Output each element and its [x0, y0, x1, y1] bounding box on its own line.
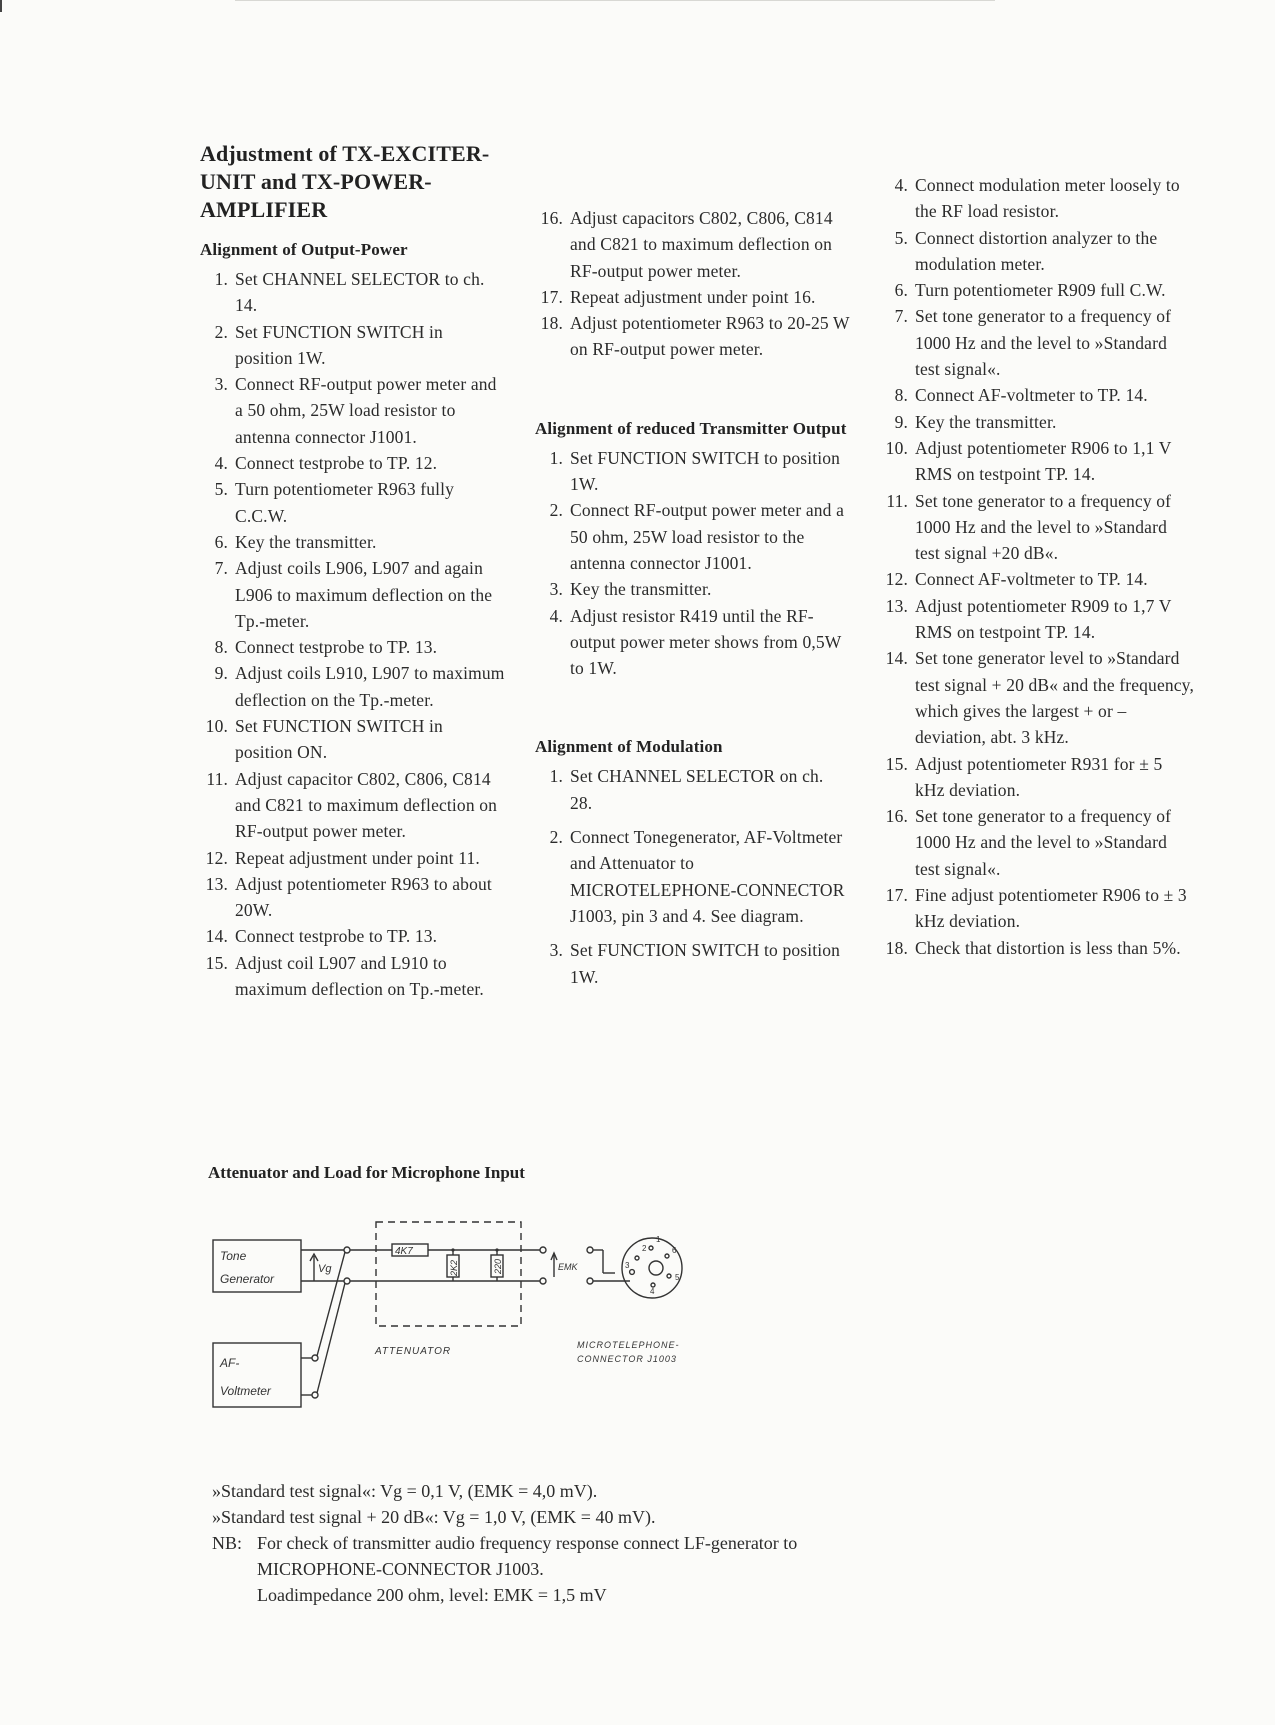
- resistor-220-label: 220: [493, 1258, 503, 1274]
- list-item: 9. Adjust coils L910, L907 to maximum deflection on the Tp.-meter.: [214, 663, 505, 710]
- nb-label: NB:: [212, 1533, 243, 1553]
- reduced-output-steps: [535, 445, 850, 682]
- column-1: [200, 140, 505, 1002]
- list-item: 10. Adjust potentiometer R906 to 1,1 V RMS on testpoint TP. 14.: [885, 437, 1172, 485]
- section-heading-output-power: Alignment of Output-Power: [200, 240, 408, 259]
- list-item: 4. Connect modulation meter loosely to the RF load resistor.: [894, 175, 1180, 222]
- diagram-title: Attenuator and Load for Microphone Input: [208, 1163, 525, 1182]
- list-item: 5. Turn potentiometer R963 fully C.C.W.: [214, 479, 455, 526]
- list-item: 1. Set CHANNEL SELECTOR on ch. 28.: [549, 766, 824, 813]
- list-item: 8. Connect AF-voltmeter to TP. 14.: [894, 385, 1148, 406]
- attenuator-circuit-diagram: [205, 1215, 745, 1415]
- list-item: 14. Connect testprobe to TP. 13.: [205, 926, 438, 947]
- list-item: 1. Set FUNCTION SWITCH to position 1W.: [549, 447, 841, 495]
- pin-label: 4: [650, 1287, 655, 1296]
- list-item: 4. Connect testprobe to TP. 12.: [214, 453, 438, 474]
- pin-label: 6: [672, 1246, 677, 1255]
- list-item: 17. Fine adjust potentiometer R906 to ± 3 kHz deviation.: [885, 885, 1187, 932]
- resistor-4k7-label: 4K7: [395, 1246, 413, 1257]
- pin-label: 5: [675, 1273, 680, 1282]
- terminal: [587, 1247, 593, 1253]
- nb-text-1: For check of transmitter audio frequency response connect LF-generator to MICROPHONE-CONNECTOR J1003.: [257, 1533, 798, 1579]
- list-item: 11. Set tone generator to a frequency of 1000 Hz and the level to »Standard test signal +20 dB«.: [886, 490, 1172, 564]
- column-2: [535, 205, 850, 990]
- section-heading-modulation: Alignment of Modulation: [535, 737, 723, 757]
- list-item: 3. Key the transmitter.: [549, 579, 712, 600]
- list-item: 3. Set FUNCTION SWITCH to position 1W.: [549, 940, 841, 987]
- af-voltmeter-label-1: AF-: [220, 1356, 240, 1370]
- connector-pin-2: [635, 1256, 639, 1260]
- notes: [212, 1478, 862, 1608]
- list-item: 18. Adjust potentiometer R963 to 20-25 W on RF-output power meter.: [540, 313, 850, 360]
- list-item: 16. Adjust capacitors C802, C806, C814 and C821 to maximum deflection on RF-output power meter.: [540, 208, 833, 281]
- scan-top-edge: [235, 0, 995, 1]
- output-power-steps: [200, 266, 505, 1002]
- list-item: 7. Adjust coils L906, L907 and again L906 to maximum deflection on the Tp.-meter.: [214, 558, 493, 631]
- list-item: 9. Key the transmitter.: [894, 411, 1057, 432]
- list-item: 8. Connect testprobe to TP. 13.: [214, 637, 438, 658]
- list-item: 15. Adjust potentiometer R931 for ± 5 kHz deviation.: [885, 753, 1163, 800]
- list-item: 12. Connect AF-voltmeter to TP. 14.: [885, 569, 1148, 590]
- list-item: 15. Adjust coil L907 and L910 to maximum deflection on Tp.-meter.: [205, 952, 484, 1000]
- tone-generator-label-1: Tone: [220, 1249, 247, 1263]
- column-3: [880, 172, 1195, 961]
- junction: [495, 1248, 498, 1251]
- nb-note: [212, 1530, 862, 1608]
- terminal: [540, 1278, 546, 1284]
- list-item: 7. Set tone generator to a frequency of 1000 Hz and the level to »Standard test signal«.: [894, 306, 1172, 380]
- section-heading-reduced-output: Alignment of reduced Transmitter Output: [535, 418, 847, 438]
- terminal: [540, 1247, 546, 1253]
- scan-edge-mark: [0, 0, 2, 12]
- connector-label-1: MICROTELEPHONE-: [577, 1340, 680, 1350]
- list-item: 2. Connect RF-output power meter and a 50 ohm, 25W load resistor to the antenna connector J1001.: [549, 500, 845, 573]
- connector-pin-3: [630, 1270, 635, 1275]
- nb-text-2: Loadimpedance 200 ohm, level: EMK = 1,5 mV: [257, 1585, 607, 1605]
- list-item: 6. Key the transmitter.: [214, 531, 377, 552]
- list-item: 4. Adjust resistor R419 until the RF-output power meter shows from 0,5W to 1W.: [549, 605, 842, 679]
- pin-label: 1: [656, 1235, 661, 1244]
- connector-pin-1: [649, 1246, 653, 1250]
- pin-label: 2: [642, 1244, 647, 1253]
- list-item: 17. Repeat adjustment under point 16.: [540, 286, 816, 307]
- list-item: 2. Connect Tonegenerator, AF-Voltmeter and Attenuator to MICROTELEPHONE-CONNECTOR J1003, pin 3 and 4. See diagram.: [549, 827, 845, 926]
- modulation-steps: [535, 763, 850, 989]
- standard-signal-20db-note: »Standard test signal + 20 dB«: Vg = 1,0 V, (EMK = 40 mV).: [212, 1507, 656, 1527]
- page-title: Adjustment of TX-EXCITER-UNIT and TX-POWER-AMPLIFIER: [200, 141, 490, 222]
- list-item: 10. Set FUNCTION SWITCH in position ON.: [205, 716, 443, 763]
- connector-pin-5: [667, 1274, 671, 1278]
- pin-label: 3: [625, 1261, 630, 1270]
- resistor-2k2-label: 2K2: [449, 1259, 459, 1276]
- list-item: 5. Connect distortion analyzer to the modulation meter.: [894, 227, 1158, 274]
- af-voltmeter-label-2: Voltmeter: [220, 1384, 271, 1398]
- connector-label-2: CONNECTOR J1003: [577, 1354, 677, 1364]
- connector-center-pin: [649, 1261, 663, 1275]
- list-item: 1. Set CHANNEL SELECTOR to ch. 14.: [214, 269, 485, 316]
- list-item: 11. Adjust capacitor C802, C806, C814 and C821 to maximum deflection on RF-output power meter.: [206, 768, 498, 842]
- tone-generator-label-2: Generator: [220, 1272, 275, 1286]
- list-item: 14. Set tone generator level to »Standard test signal + 20 dB« and the frequency, which gives the largest + or – deviation, abt. 3 kHz.: [885, 648, 1194, 748]
- list-item: 13. Adjust potentiometer R963 to about 20W.: [205, 873, 492, 921]
- list-item: 3. Connect RF-output power meter and a 50 ohm, 25W load resistor to antenna connector J1001.: [214, 374, 497, 447]
- modulation-steps-continued: [880, 172, 1195, 961]
- output-power-steps-continued: [535, 205, 850, 363]
- list-item: 16. Set tone generator to a frequency of 1000 Hz and the level to »Standard test signal«.: [885, 806, 1172, 879]
- emk-label: EMK: [558, 1262, 578, 1272]
- standard-signal-note: »Standard test signal«: Vg = 0,1 V, (EMK = 4,0 mV).: [212, 1481, 598, 1501]
- list-item: 2. Set FUNCTION SWITCH in position 1W.: [214, 321, 443, 368]
- list-item: 18. Check that distortion is less than 5%.: [885, 937, 1181, 958]
- vg-label: Vg: [318, 1263, 332, 1275]
- list-item: 13. Adjust potentiometer R909 to 1,7 V RMS on testpoint TP. 14.: [885, 595, 1172, 643]
- attenuator-label: ATTENUATOR: [375, 1346, 452, 1357]
- junction: [451, 1248, 454, 1251]
- list-item: 12. Repeat adjustment under point 11.: [205, 847, 480, 868]
- list-item: 6. Turn potentiometer R909 full C.W.: [894, 280, 1166, 301]
- terminal: [587, 1278, 593, 1284]
- connector-pin-6: [665, 1254, 669, 1258]
